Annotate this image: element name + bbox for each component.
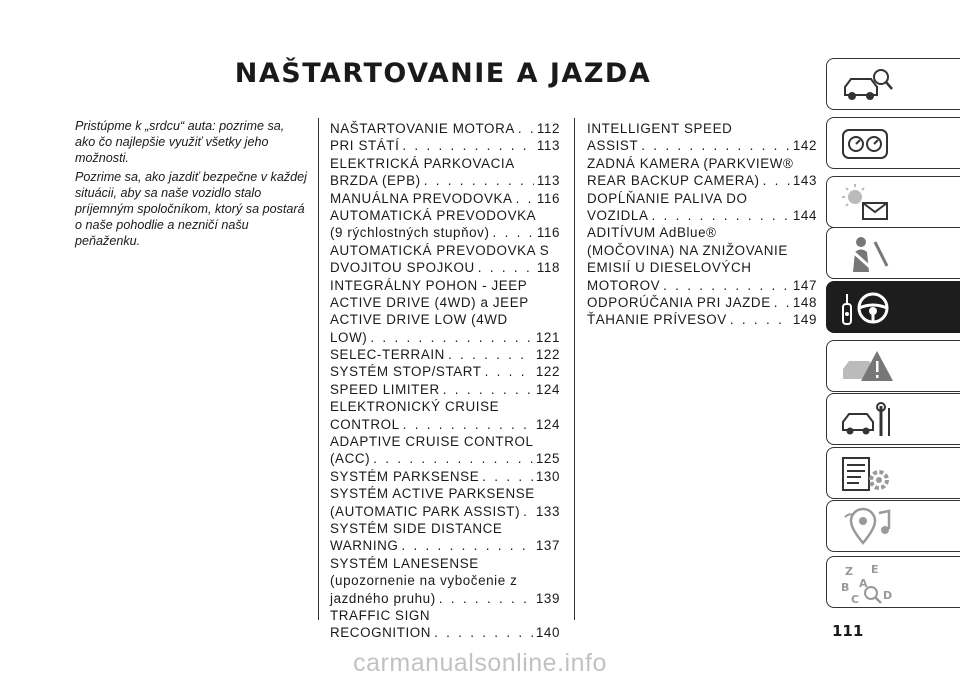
toc-page-number: 124 [535,416,560,432]
toc-entry[interactable] [330,137,560,154]
toc-leader-dots [663,277,790,294]
toc-entry[interactable] [330,381,560,398]
toc-entry[interactable] [330,190,560,207]
toc-page-number: 130 [535,468,560,484]
toc-entry-text: BRZDA (EPB) [330,173,421,189]
toc-entry[interactable] [330,242,560,277]
toc-page-number: 140 [535,625,560,641]
toc-entry[interactable] [330,398,560,433]
toc-entry-text: MANUÁLNA PREVODOVKA [330,190,513,206]
toc-page-number: 122 [535,364,560,380]
key-steering-wheel-icon [837,286,897,330]
car-tools-icon [837,398,897,442]
toc-leader-dots [652,207,790,224]
toc-entry-text: ŤAHANIE PRÍVESOV [587,312,727,328]
toc-entry[interactable] [330,277,560,347]
toc-entry-text: SYSTÉM STOP/START [330,364,482,380]
toc-entry[interactable] [330,346,560,363]
toc-page-number: 137 [535,538,560,554]
toc-entry-text: INTELLIGENT SPEED [587,121,733,136]
toc-leader-dots [402,137,533,154]
tab-maintenance[interactable] [826,393,960,445]
toc-entry-text: SYSTÉM LANESENSE [330,555,479,571]
intro-text [75,118,307,252]
toc-page-number: 149 [792,312,817,328]
tab-safety[interactable] [826,227,960,279]
toc-entry[interactable] [330,468,560,485]
service-gear-icon [837,452,897,496]
toc-entry-text: SPEED LIMITER [330,381,440,397]
intro-paragraph: Pristúpme k „srdcu“ auta: pozrime sa, ako čo najlepšie využiť všetky jeho možnosti. [75,119,285,166]
toc-leader-dots [424,172,534,189]
toc-page-number: 144 [792,207,817,223]
toc-entry[interactable] [587,311,817,328]
toc-entry-text: VOZIDLA [587,207,649,223]
toc-entry-text: INTEGRÁLNY POHON - JEEP [330,277,528,293]
seatbelt-icon [837,232,897,276]
car-info-icon [837,63,897,107]
toc-page-number: 125 [535,451,560,467]
toc-leader-dots [518,120,534,137]
toc-entry[interactable] [587,190,817,225]
toc-page-number: 143 [792,173,817,189]
tab-lights-messages[interactable] [826,176,960,228]
toc-column-2 [587,120,817,329]
column-divider [318,118,319,620]
toc-entry-text: DOPĹŇANIE PALIVA DO [587,190,748,206]
toc-page-number: 148 [792,294,817,310]
toc-entry[interactable] [330,207,560,242]
toc-entry[interactable] [330,433,560,468]
toc-page-number: 121 [535,329,560,345]
page-number: 111 [832,622,864,640]
toc-entry-text: SYSTÉM SIDE DISTANCE [330,520,503,536]
toc-entry-text: AUTOMATICKÁ PREVODOVKA S [330,242,550,258]
toc-entry-text: ADAPTIVE CRUISE CONTROL [330,434,534,450]
toc-leader-dots [641,137,790,154]
toc-entry-text: SYSTÉM PARKSENSE [330,468,480,484]
column-divider [574,118,575,620]
toc-leader-dots [443,381,533,398]
toc-entry-text: SELEC-TERRAIN [330,347,445,363]
toc-entry-text: LOW) [330,329,368,345]
tab-starting-driving[interactable] [826,281,960,333]
svg-text:D: D [883,589,893,602]
toc-entry-text: RECOGNITION [330,625,432,641]
car-warning-icon [837,345,897,389]
toc-entry-text: ACTIVE DRIVE LOW (4WD [330,312,508,328]
toc-page-number: 116 [536,225,560,241]
toc-entry[interactable] [330,120,560,137]
tab-multimedia[interactable] [826,500,960,552]
toc-leader-dots [478,259,534,276]
toc-entry[interactable] [330,155,560,190]
svg-text:A: A [859,577,868,590]
toc-entry-text: (MOČOVINA) NA ZNIŽOVANIE [587,242,788,258]
toc-entry-text: (ACC) [330,451,371,467]
toc-entry[interactable] [330,363,560,380]
toc-entry-text: TRAFFIC SIGN [330,607,431,623]
toc-page-number: 122 [535,347,560,363]
toc-entry[interactable] [587,120,817,155]
toc-entry-text: (9 rýchlostných stupňov) [330,225,490,241]
toc-leader-dots [774,294,790,311]
toc-entry-text: ACTIVE DRIVE (4WD) a JEEP [330,294,529,310]
toc-entry-text: SYSTÉM ACTIVE PARKSENSE [330,486,535,502]
toc-column-1 [330,120,560,642]
tab-technical-data[interactable] [826,447,960,499]
tab-car-info[interactable] [826,58,960,110]
toc-page-number: 113 [536,173,560,189]
toc-leader-dots [370,329,532,346]
multimedia-icon [837,505,897,549]
toc-page-number: 147 [792,277,817,293]
svg-text:Z: Z [845,565,853,578]
toc-entry-text: jazdného pruhu) [330,590,436,606]
dashboard-icon [837,122,897,166]
toc-leader-dots [516,190,534,207]
watermark: carmanualsonline.info [353,649,607,677]
toc-entry[interactable] [587,155,817,190]
svg-text:B: B [841,581,850,594]
toc-entry-text: MOTOROV [587,277,661,293]
toc-entry-text: WARNING [330,538,399,554]
toc-leader-dots [485,363,533,380]
toc-page-number: 113 [536,138,560,154]
toc-page-number: 142 [792,138,817,154]
toc-leader-dots [434,624,533,641]
svg-text:E: E [871,563,879,576]
toc-leader-dots [763,172,790,189]
toc-entry[interactable] [330,485,560,520]
page-title: NAŠTARTOVANIE A JAZDA [234,58,652,89]
toc-entry-text: ELEKTRONICKÝ CRUISE [330,399,500,415]
toc-page-number: 133 [535,503,560,519]
toc-leader-dots [730,311,790,328]
toc-page-number: 116 [536,190,560,206]
tab-dashboard[interactable] [826,117,960,169]
toc-page-number: 139 [535,590,560,606]
toc-leader-dots [439,590,533,607]
light-mail-icon [837,181,897,225]
toc-leader-dots [523,503,533,520]
toc-entry-text: CONTROL [330,416,400,432]
intro-paragraph: Pozrime sa, ako jazdiť bezpečne v každej situácii, aby sa naše vozidlo stalo príjemným spoločníkom, ktorý sa postará o naše pohodlie a nezničí našu peňaženku. [75,169,307,249]
alphabet-index-icon [837,561,897,605]
toc-entry[interactable] [330,555,560,607]
toc-entry-text: ASSIST [587,138,639,154]
toc-entry-text: (AUTOMATIC PARK ASSIST) [330,503,521,519]
toc-entry-text: NAŠTARTOVANIE MOTORA [330,121,515,136]
toc-page-number: 118 [536,260,560,276]
toc-entry-text: EMISIÍ U DIESELOVÝCH [587,260,752,276]
toc-entry-text: DVOJITOU SPOJKOU [330,260,475,276]
tab-index[interactable] [826,556,960,608]
toc-entry[interactable] [587,224,817,294]
toc-entry-text: ODPORÚČANIA PRI JAZDE [587,294,771,310]
toc-leader-dots [493,224,534,241]
toc-leader-dots [448,346,533,363]
toc-entry-text: ELEKTRICKÁ PARKOVACIA [330,155,515,171]
toc-entry-text: ADITÍVUM AdBlue® [587,225,717,241]
svg-text:C: C [851,593,860,605]
toc-entry[interactable] [330,520,560,555]
toc-entry[interactable] [587,294,817,311]
toc-entry-text: ZADNÁ KAMERA (PARKVIEW® [587,155,794,171]
toc-entry-text: (upozornenie na vybočenie z [330,573,518,589]
tab-emergency[interactable] [826,340,960,392]
toc-page-number: 124 [535,381,560,397]
toc-entry-text: AUTOMATICKÁ PREVODOVKA [330,207,537,223]
toc-leader-dots [373,450,533,467]
toc-entry-text: PRI STÁTÍ [330,138,400,154]
toc-page-number: 112 [536,121,560,136]
toc-leader-dots [403,416,533,433]
toc-entry[interactable] [330,607,560,642]
toc-leader-dots [482,468,533,485]
toc-leader-dots [401,537,532,554]
toc-entry-text: REAR BACKUP CAMERA) [587,173,760,189]
